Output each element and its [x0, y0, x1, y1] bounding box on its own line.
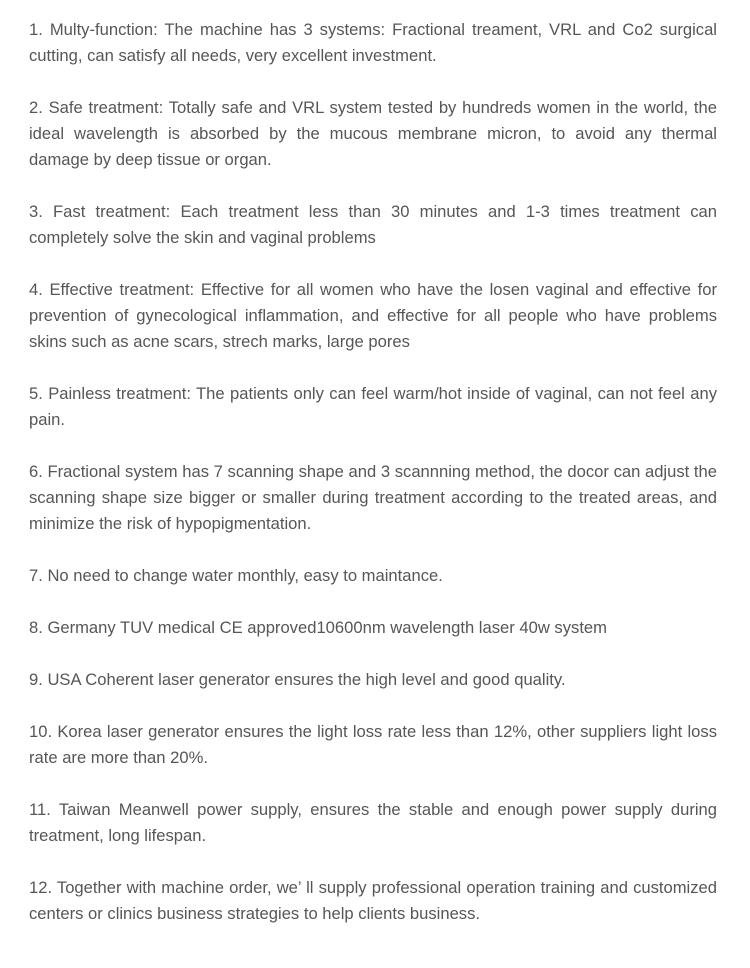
- feature-item-12: 12. Together with machine order, we’ ll supply professional operation training and customized centers or clinics business strategies to help clients business.: [29, 878, 717, 923]
- feature-item-9: 9. USA Coherent laser generator ensures the high level and good quality.: [29, 670, 566, 689]
- feature-item-11: 11. Taiwan Meanwell power supply, ensures the stable and enough power supply during treatment, long lifespan.: [29, 800, 717, 845]
- feature-item-8: 8. Germany TUV medical CE approved10600nm wavelength laser 40w system: [29, 618, 607, 637]
- feature-item-5: 5. Painless treatment: The patients only can feel warm/hot inside of vaginal, can not feel any pain.: [29, 384, 717, 429]
- feature-item-2: 2. Safe treatment: Totally safe and VRL system tested by hundreds women in the world, the ideal wavelength is absorbed by the mucous membrane micron, to avoid any thermal damage by deep tissue or organ.: [29, 98, 717, 169]
- feature-item-6: 6. Fractional system has 7 scanning shape and 3 scannning method, the docor can adjust the scanning shape size bigger or smaller during treatment according to the treated areas, and minimize the risk of hypopigmentation.: [29, 462, 717, 533]
- feature-item-10: 10. Korea laser generator ensures the light loss rate less than 12%, other suppliers light loss rate are more than 20%.: [29, 722, 717, 767]
- feature-item-3: 3. Fast treatment: Each treatment less than 30 minutes and 1-3 times treatment can completely solve the skin and vaginal problems: [29, 202, 717, 247]
- feature-item-7: 7. No need to change water monthly, easy to maintance.: [29, 566, 443, 585]
- feature-item-1: 1. Multy-function: The machine has 3 systems: Fractional treament, VRL and Co2 surgical cutting, can satisfy all needs, very excellent investment.: [29, 20, 717, 65]
- feature-list: [29, 17, 717, 953]
- feature-item-4: 4. Effective treatment: Effective for all women who have the losen vaginal and effective for prevention of gynecological inflammation, and effective for all people who have problems skins such as acne scars, strech marks, large pores: [29, 280, 717, 351]
